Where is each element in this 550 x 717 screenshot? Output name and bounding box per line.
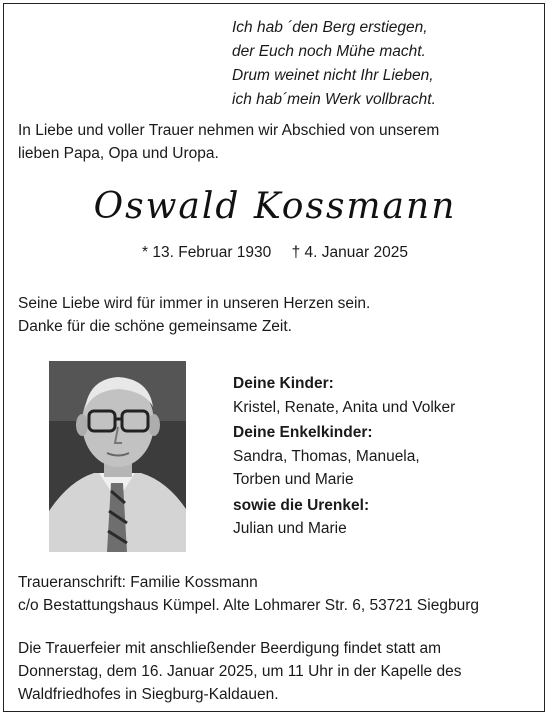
life-dates <box>0 244 550 262</box>
intro-line: lieben Papa, Opa und Uropa. <box>18 145 219 162</box>
service-line: Waldfriedhofes in Siegburg-Kaldauen. <box>18 686 279 703</box>
farewell-line: Danke für die schöne gemeinsame Zeit. <box>18 318 292 335</box>
birth-date: * 13. Februar 1930 <box>142 244 272 261</box>
grandchildren-names: Torben und Marie <box>233 471 354 488</box>
mourning-address <box>18 571 479 617</box>
deceased-name: Oswald Kossmann <box>93 186 457 227</box>
portrait-illustration <box>49 361 186 552</box>
address-line: Traueranschrift: Familie Kossmann <box>18 574 258 591</box>
family-list <box>233 372 455 541</box>
farewell-text <box>18 292 370 338</box>
children-heading: Deine Kinder: <box>233 375 334 392</box>
poem-line: Drum weinet nicht Ihr Lieben, <box>232 67 434 84</box>
grandchildren-heading: Deine Enkelkinder: <box>233 424 373 441</box>
funeral-service-text <box>18 637 461 706</box>
children-names: Kristel, Renate, Anita und Volker <box>233 398 456 416</box>
grandchildren-names: Sandra, Thomas, Manuela, <box>233 447 420 465</box>
address-line: c/o Bestattungshaus Kümpel. Alte Lohmarer Str. 6, 53721 Siegburg <box>18 597 479 614</box>
portrait-photo <box>49 361 186 552</box>
poem-line: Ich hab ´den Berg erstiegen, <box>232 19 428 36</box>
poem-line: ich hab´mein Werk vollbracht. <box>232 91 436 108</box>
service-line: Die Trauerfeier mit anschließender Beerdigung findet statt am <box>18 640 442 657</box>
intro-line: In Liebe und voller Trauer nehmen wir Abschied von unserem <box>18 122 440 139</box>
great-grandchildren-names: Julian und Marie <box>233 520 347 537</box>
farewell-line: Seine Liebe wird für immer in unseren Herzen sein. <box>18 295 371 312</box>
poem-line: der Euch noch Mühe macht. <box>232 43 426 60</box>
death-date: † 4. Januar 2025 <box>291 244 408 261</box>
intro-text <box>18 119 439 165</box>
great-grandchildren-heading: sowie die Urenkel: <box>233 496 370 514</box>
service-line: Donnerstag, dem 16. Januar 2025, um 11 Uhr in der Kapelle des <box>18 663 462 680</box>
poem <box>232 16 532 112</box>
